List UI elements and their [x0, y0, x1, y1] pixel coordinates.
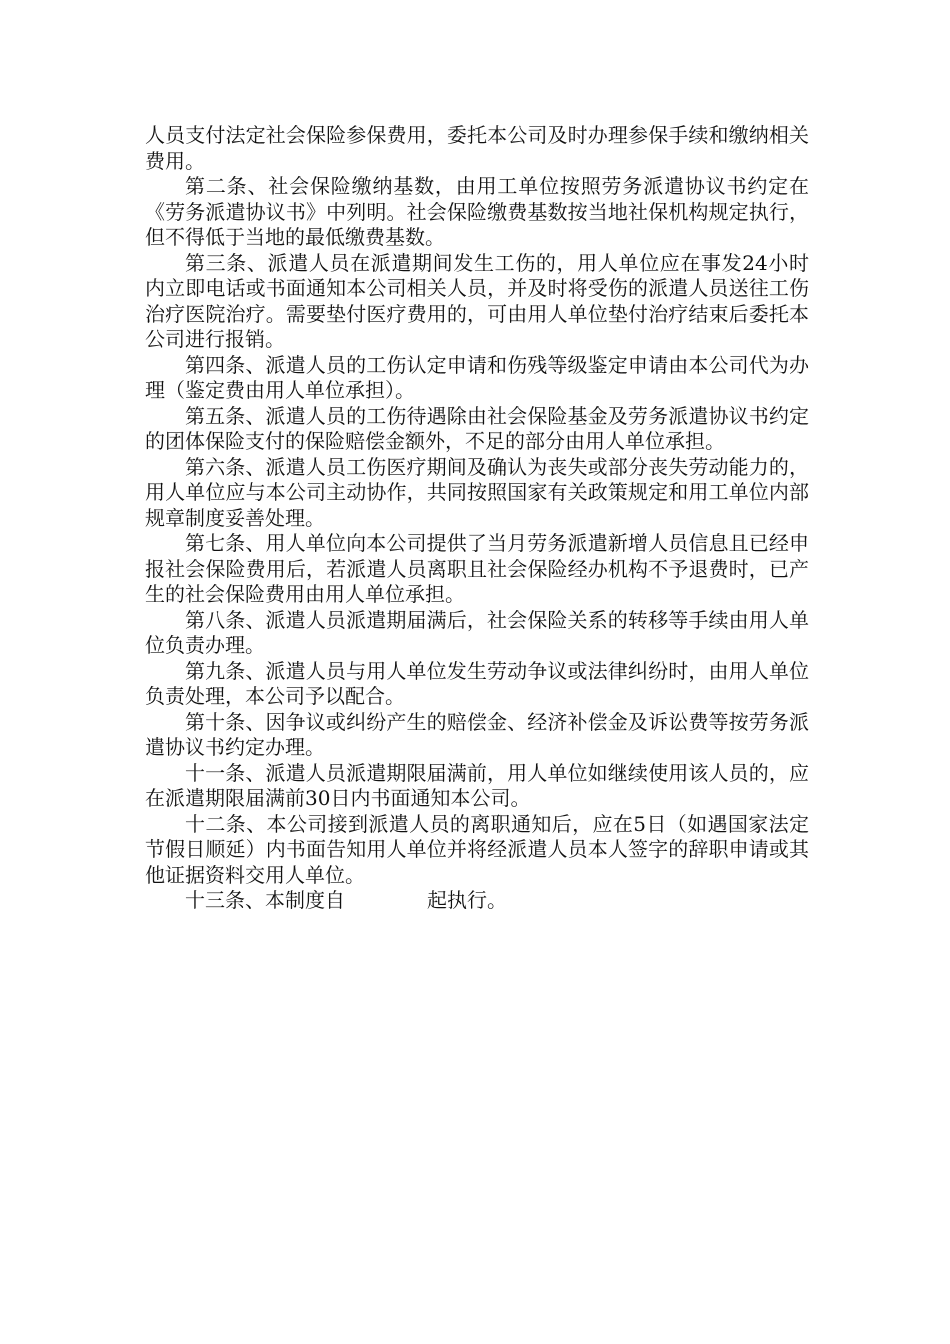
article-13: [145, 888, 809, 914]
document-body: [145, 123, 809, 914]
article-10: 第十条、因争议或纠纷产生的赔偿金、经济补偿金及诉讼费等按劳务派遣协议书约定办理。: [145, 709, 809, 759]
article-7: 第七条、用人单位向本公司提供了当月劳务派遣新增人员信息且已经申报社会保险费用后，若派遣人员离职且社会保险经办机构不予退费时，已产生的社会保险费用由用人单位承担。: [145, 531, 809, 606]
article-6: 第六条、派遣人员工伤医疗期间及确认为丧失或部分丧失劳动能力的，用人单位应与本公司主动协作，共同按照国家有关政策规定和用工单位内部规章制度妥善处理。: [145, 454, 809, 530]
article-9: 第九条、派遣人员与用人单位发生劳动争议或法律纠纷时，由用人单位负责处理，本公司予以配合。: [145, 658, 809, 708]
article-13-before-blank: 十三条、本制度自: [185, 888, 345, 912]
article-8: 第八条、派遣人员派遣期届满后，社会保险关系的转移等手续由用人单位负责办理。: [145, 607, 809, 657]
article-3: 第三条、派遣人员在派遣期间发生工伤的，用人单位应在事发24小时内立即电话或书面通知本公司相关人员，并及时将受伤的派遣人员送往工伤治疗医院治疗。需要垫付医疗费用的，可由用人单位垫付治疗结束后委托本公司进行报销。: [145, 250, 809, 351]
article-5: 第五条、派遣人员的工伤待遇除由社会保险基金及劳务派遣协议书约定的团体保险支付的保险赔偿金额外，不足的部分由用人单位承担。: [145, 403, 809, 453]
article-12: 十二条、本公司接到派遣人员的离职通知后，应在5日（如遇国家法定节假日顺延）内书面告知用人单位并将经派遣人员本人签字的辞职申请或其他证据资料交用人单位。: [145, 811, 809, 887]
paragraph-continuation: 人员支付法定社会保险参保费用，委托本公司及时办理参保手续和缴纳相关费用。: [145, 123, 809, 173]
article-4: 第四条、派遣人员的工伤认定申请和伤残等级鉴定申请由本公司代为办理（鉴定费由用人单位承担）。: [145, 352, 809, 402]
article-2: 第二条、社会保险缴纳基数，由用工单位按照劳务派遣协议书约定在《劳务派遣协议书》中列明。社会保险缴费基数按当地社保机构规定执行，但不得低于当地的最低缴费基数。: [145, 174, 809, 249]
article-13-after-blank: 起执行。: [427, 888, 507, 912]
article-11: 十一条、派遣人员派遣期限届满前，用人单位如继续使用该人员的，应在派遣期限届满前30日内书面通知本公司。: [145, 760, 809, 810]
